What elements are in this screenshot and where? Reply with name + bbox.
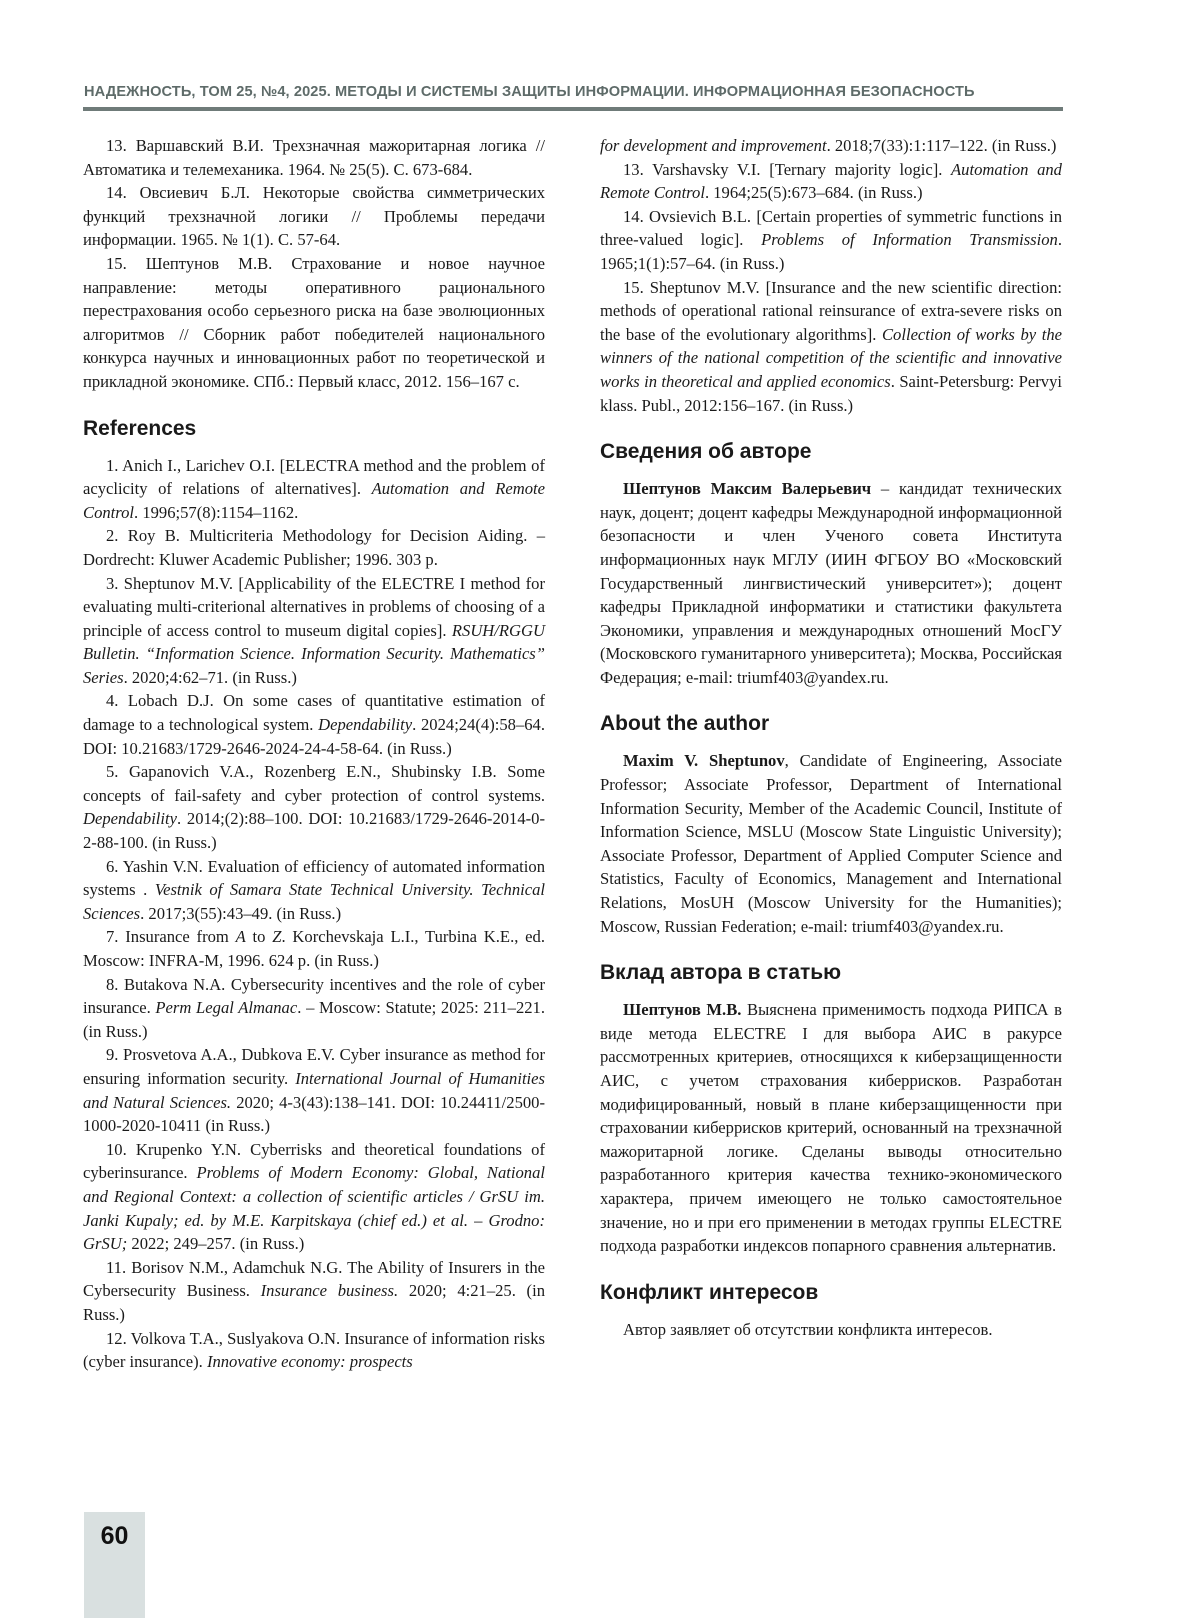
page-number-box (84, 1512, 145, 1618)
paragraph (83, 1138, 545, 1256)
text-run: 12. Volkova T.A., Suslyakova O.N. Insurance of information risks (cyber insurance). (83, 1329, 545, 1372)
text-run: 13. Varshavsky V.I. [Ternary majority logic]. (623, 160, 951, 179)
bold-text: Шептунов Максим Валерьевич (623, 479, 871, 498)
text-run: Вклад автора в статью (600, 961, 841, 984)
text-run: 3. Sheptunov M.V. [Applicability of the ELECTRE I method for evaluating multi-criterional alternatives in problems of choosing of a principle of access control to museum digital copies]. (83, 574, 545, 640)
text-run: Конфликт интересов (600, 1281, 818, 1304)
text-run: . 2014;(2):88–100. DOI: 10.21683/1729-2646-2014-0-2-88-100. (in Russ.) (83, 809, 545, 852)
italic-text: Collection of works by the winners of the national competition of the scientific and innovative works in theoretical and applied economics (600, 325, 1062, 391)
italic-text: Dependability (83, 809, 177, 828)
italic-text: Innovative economy: prospects (207, 1352, 413, 1371)
paragraph (600, 205, 1062, 276)
text-run: Сведения об авторе (600, 440, 811, 463)
text-run: , Candidate of Engineering, Associate Professor; Associate Professor, Department of International Information Security, Member of the Academic Council, Institute of Information Science, MSLU (Moscow State Linguistic University); Associate Professor, Department of Applied Computer Science and Statistics, Faculty of Economics, Management and International Relations, MosUH (Moscow University for the Humanities); Moscow, Russian Federation; e-mail: triumf403@yandex.ru. (600, 751, 1062, 935)
paragraph (600, 749, 1062, 938)
text-run: 2. Roy B. Multicriteria Methodology for Decision Aiding. – Dordrecht: Kluwer Academic Publisher; 1996. 303 p. (83, 526, 545, 569)
text-run: 15. Sheptunov M.V. [Insurance and the new scientific direction: methods of operational rational reinsurance of extra-severe risks on the base of the evolutionary algorithms]. (600, 278, 1062, 344)
text-run: . Korchevskaja L.I., Turbina K.E., ed. Moscow: INFRA-M, 1996. 624 p. (in Russ.) (83, 927, 545, 970)
text-run: 15. Шептунов М.В. Страхование и новое научное направление: методы оперативного рационального перестрахования особо серьезного риска на базе эволюционных алгоритмов // Сборник работ победителей национального конкурса научных и инновационных работ по теоретической и прикладной экономике. СПб.: Первый класс, 2012. 156–167 с. (83, 254, 545, 391)
text-run: 13. Варшавский В.И. Трехзначная мажоритарная логика // Автоматика и телемеханика. 1964. № 25(5). С. 673-684. (83, 136, 545, 179)
paragraph (83, 1256, 545, 1327)
paragraph (83, 973, 545, 1044)
running-header: НАДЕЖНОСТЬ, ТОМ 25, №4, 2025. МЕТОДЫ И СИСТЕМЫ ЗАЩИТЫ ИНФОРМАЦИИ. ИНФОРМАЦИОННАЯ БЕЗОПАСНОСТЬ (84, 84, 1062, 100)
paragraph (83, 1043, 545, 1137)
text-run: . 1964;25(5):673–684. (in Russ.) (705, 183, 923, 202)
section-heading (600, 960, 1062, 986)
paragraph (83, 181, 545, 252)
italic-text: for development and improvement (600, 136, 827, 155)
text-run: Выяснена применимость подхода РИПСА в виде метода ELECTRE I для выбора АИС в ракурсе рассмотренных критериев, относящихся к киберзащищенности АИС, с учетом страхования киберрисков. Разработан модифицированный, новый в плане киберзащищенности при страховании киберрисков критерий, основанный на трехзначной мажоритарной логике. Сделаны выводы относительно разработанного критерия качества технико-экономического характера, причем имеющего не только самостоятельное значение, но и при его применении в методах группы ELECTRE подхода разработки индексов попарного сравнения альтернатив. (600, 1000, 1062, 1255)
text-run: Автор заявляет об отсутствии конфликта интересов. (623, 1320, 993, 1339)
bold-text: Maxim V. Sheptunov (623, 751, 785, 770)
paragraph (83, 454, 545, 525)
section-heading (600, 1280, 1062, 1306)
paragraph (83, 1327, 545, 1374)
paragraph (83, 524, 545, 571)
text-run: . 2017;3(55):43–49. (in Russ.) (140, 904, 341, 923)
text-run: 4. Lobach D.J. On some cases of quantitative estimation of damage to a technological system. (83, 691, 545, 734)
text-run: About the author (600, 712, 769, 735)
italic-text: Problems of Modern Economy: Global, National and Regional Context: a collection of scientific articles / GrSU im. Janki Kupaly; ed. by M.E. Karpitskaya (chief ed.) et al. – Grodno: GrSU; (83, 1163, 545, 1253)
italic-text: Dependability (318, 715, 412, 734)
text-run: 11. Borisov N.M., Adamchuk N.G. The Ability of Insurers in the Cybersecurity Business. (83, 1258, 545, 1301)
text-run: . 2020;4:62–71. (in Russ.) (124, 668, 297, 687)
italic-text: A (236, 927, 246, 946)
italic-text: Problems of Information Transmission (761, 230, 1058, 249)
italic-text: Insurance business. (261, 1281, 398, 1300)
italic-text: International Journal of Humanities and Natural Sciences. (83, 1069, 545, 1112)
text-run: 10. Krupenko Y.N. Cyberrisks and theoretical foundations of cyberinsurance. (83, 1140, 545, 1183)
paragraph (600, 1318, 1062, 1342)
italic-text: Automation and Remote Control (600, 160, 1062, 203)
text-run: 9. Prosvetova A.A., Dubkova E.V. Cyber insurance as method for ensuring information security. (83, 1045, 545, 1088)
text-run: . Saint-Petersburg: Pervyi klass. Publ., 2012:156–167. (in Russ.) (600, 372, 1062, 415)
italic-text: Z (272, 927, 281, 946)
text-run: 2020; 4-3(43):138–141. DOI: 10.24411/2500-1000-2020-10411 (in Russ.) (83, 1093, 545, 1136)
paragraph (83, 925, 545, 972)
text-run: 7. Insurance from (106, 927, 236, 946)
italic-text: Automation and Remote Control (83, 479, 545, 522)
section-heading (600, 711, 1062, 737)
text-run: 1. Anich I., Larichev O.I. [ELECTRA method and the problem of acyclicity of relations of alternatives]. (83, 456, 545, 499)
left-column (83, 134, 545, 1374)
text-run: to (246, 927, 273, 946)
paragraph (83, 134, 545, 181)
paragraph (83, 252, 545, 394)
italic-text: Vestnik of Samara State Technical University. Technical Sciences (83, 880, 545, 923)
italic-text: RSUH/RGGU Bulletin. “Information Science. Information Security. Mathematics” Series (83, 621, 545, 687)
text-run: . 1996;57(8):1154–1162. (134, 503, 298, 522)
section-heading (83, 416, 545, 442)
text-run: . 2024;24(4):58–64. DOI: 10.21683/1729-2646-2024-24-4-58-64. (in Russ.) (83, 715, 545, 758)
text-run: 5. Gapanovich V.A., Rozenberg E.N., Shubinsky I.B. Some concepts of fail-safety and cyber protection of control systems. (83, 762, 545, 805)
text-run: 14. Ovsievich B.L. [Certain properties of symmetric functions in three-valued logic]. (600, 207, 1062, 250)
paragraph (83, 689, 545, 760)
paragraph (83, 855, 545, 926)
text-run: 14. Овсиевич Б.Л. Некоторые свойства симметрических функций трехзначной логики // Проблемы передачи информации. 1965. № 1(1). С. 57-64. (83, 183, 545, 249)
bold-text: Шептунов М.В. (623, 1000, 741, 1019)
text-run: 2022; 249–257. (in Russ.) (127, 1234, 304, 1253)
text-run: . 1965;1(1):57–64. (in Russ.) (600, 230, 1062, 273)
paragraph (600, 134, 1062, 158)
paragraph (600, 158, 1062, 205)
right-column (600, 134, 1062, 1341)
paragraph (600, 276, 1062, 418)
text-run: – кандидат технических наук, доцент; доцент кафедры Международной информационной безопасности и член Ученого совета Института информационных наук МГЛУ (ИИН ФГБОУ ВО «Московский Государственный лингвистический университет»); доцент кафедры Прикладной информатики и статистики факультета Экономики, управления и международных отношений МосГУ (Московского гуманитарного университета); Москва, Российская Федерация; e-mail: triumf403@yandex.ru. (600, 479, 1062, 687)
text-run: . – Moscow: Statute; 2025: 211–221. (in Russ.) (83, 998, 545, 1041)
page-number: 60 (84, 1522, 145, 1551)
paragraph (600, 998, 1062, 1258)
paragraph (83, 572, 545, 690)
section-heading (600, 439, 1062, 465)
header-divider (83, 107, 1063, 111)
text-run: 8. Butakova N.A. Cybersecurity incentives and the role of cyber insurance. (83, 975, 545, 1018)
text-run: 2020; 4:21–25. (in Russ.) (83, 1281, 545, 1324)
text-run: References (83, 417, 196, 440)
text-run: 6. Yashin V.N. Evaluation of efficiency of automated information systems . (83, 857, 545, 900)
paragraph (83, 760, 545, 854)
text-run: . 2018;7(33):1:117–122. (in Russ.) (827, 136, 1057, 155)
italic-text: Perm Legal Almanac (155, 998, 297, 1017)
paragraph (600, 477, 1062, 689)
